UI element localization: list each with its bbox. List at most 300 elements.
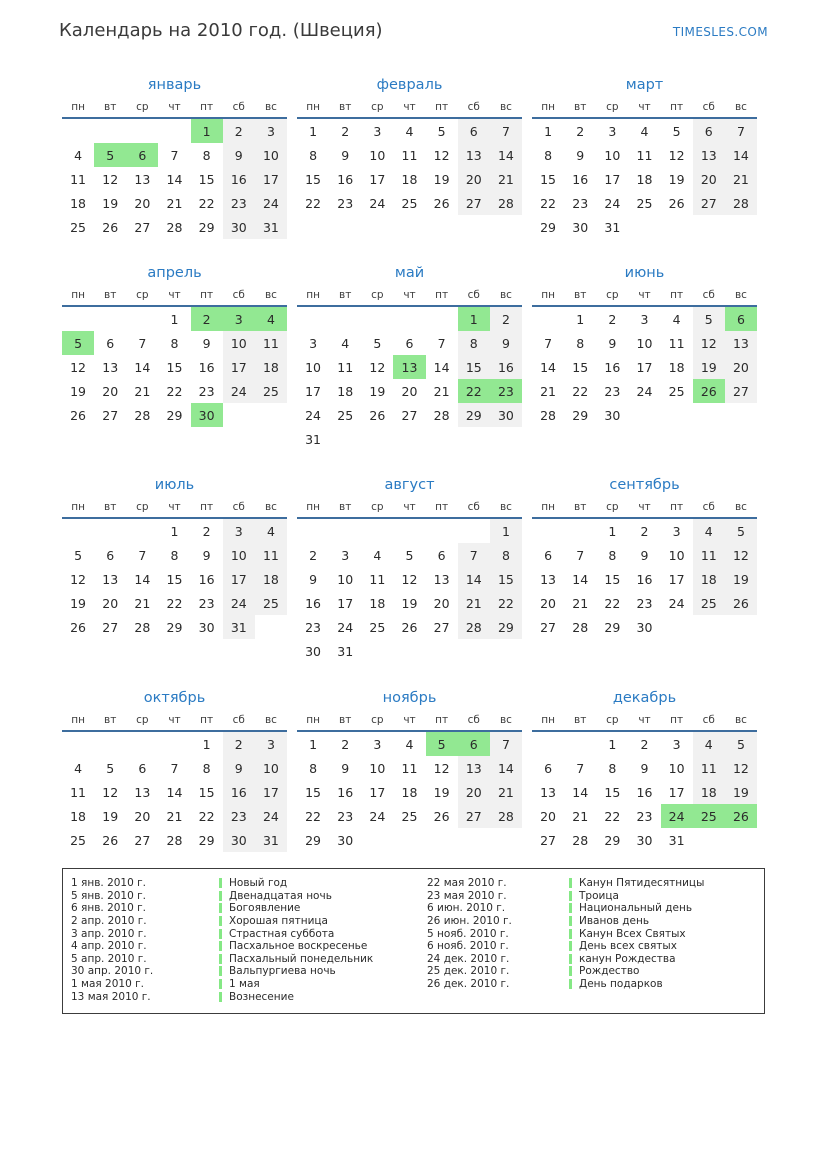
day-cell: 25	[401, 808, 418, 824]
day-cell: 15	[166, 571, 183, 587]
week-row	[532, 118, 757, 143]
day-cell: 19	[70, 383, 87, 399]
day-cell: 14	[134, 359, 151, 375]
page-title: Календарь на 2010 год. (Швеция)	[59, 20, 383, 41]
day-cell: 12	[102, 171, 119, 187]
weekday-header-row	[532, 97, 757, 118]
weekday-label: чт	[158, 285, 190, 306]
day-cell: 28	[572, 619, 589, 635]
weekday-label: чт	[628, 497, 660, 518]
empty-cell	[426, 828, 458, 852]
week-row	[297, 306, 522, 331]
day-cell: 22	[540, 195, 557, 211]
day-cell: 29	[540, 219, 557, 235]
week-row	[297, 615, 522, 639]
day-cell: 28	[458, 615, 490, 639]
day-cell: 7	[576, 547, 585, 563]
week-row	[297, 191, 522, 215]
empty-cell	[255, 615, 287, 639]
day-cell: 28	[572, 832, 589, 848]
day-cell: 13	[393, 355, 425, 379]
day-cell: 7	[170, 147, 179, 163]
month-title: октябрь	[143, 690, 206, 706]
day-cell: 2	[608, 311, 617, 327]
month-table	[532, 497, 757, 639]
empty-cell	[393, 306, 425, 331]
day-cell: 24	[223, 379, 255, 403]
day-cell: 9	[202, 335, 211, 351]
week-row	[62, 804, 287, 828]
empty-cell	[126, 306, 158, 331]
month-days	[532, 118, 757, 239]
week-row	[532, 403, 757, 427]
day-cell: 20	[725, 355, 757, 379]
day-cell: 16	[223, 780, 255, 804]
day-cell: 8	[608, 760, 617, 776]
day-cell: 10	[369, 147, 386, 163]
weekday-label: сб	[693, 97, 725, 118]
day-cell: 4	[405, 736, 414, 752]
month-title: февраль	[376, 77, 443, 93]
day-cell: 13	[540, 784, 557, 800]
day-cell: 21	[134, 383, 151, 399]
weekday-header-row	[62, 285, 287, 306]
week-row	[62, 780, 287, 804]
legend-date: 13 мая 2010 г.	[71, 990, 151, 1003]
day-cell: 21	[490, 167, 522, 191]
day-cell: 22	[198, 808, 215, 824]
month-days	[62, 118, 287, 239]
empty-cell	[158, 118, 190, 143]
day-cell: 11	[255, 331, 287, 355]
empty-cell	[126, 118, 158, 143]
day-cell: 5	[725, 731, 757, 756]
weekday-header-row	[297, 710, 522, 731]
empty-cell	[458, 828, 490, 852]
day-cell: 20	[433, 595, 450, 611]
day-cell: 23	[223, 191, 255, 215]
day-cell: 16	[604, 359, 621, 375]
day-cell: 8	[576, 335, 585, 351]
day-cell: 19	[369, 383, 386, 399]
month-block	[297, 75, 522, 263]
day-cell: 13	[693, 143, 725, 167]
weekday-header-row	[532, 497, 757, 518]
weekday-label: вт	[329, 497, 361, 518]
day-cell: 17	[369, 171, 386, 187]
day-cell: 12	[668, 147, 685, 163]
day-cell: 28	[433, 407, 450, 423]
weekday-label: пн	[297, 710, 329, 731]
week-row	[62, 355, 287, 379]
day-cell: 7	[458, 543, 490, 567]
legend-holiday-name: Пасхальный понедельник	[219, 953, 373, 965]
day-cell: 12	[102, 784, 119, 800]
weekday-label: пт	[191, 97, 223, 118]
weekday-label: пт	[661, 97, 693, 118]
day-cell: 26	[369, 407, 386, 423]
day-cell: 11	[636, 147, 653, 163]
month-table	[297, 285, 522, 451]
weekday-label: ср	[361, 497, 393, 518]
day-cell: 20	[134, 195, 151, 211]
day-cell: 19	[70, 595, 87, 611]
day-cell: 9	[223, 756, 255, 780]
day-cell: 25	[255, 379, 287, 403]
week-row	[62, 118, 287, 143]
day-cell: 22	[305, 195, 322, 211]
weekday-label: ср	[126, 497, 158, 518]
week-row	[62, 379, 287, 403]
weekday-label: вс	[725, 497, 757, 518]
legend-row	[71, 890, 427, 903]
day-cell: 23	[337, 195, 354, 211]
day-cell: 1	[202, 736, 211, 752]
legend-date: 23 мая 2010 г.	[427, 889, 507, 902]
day-cell: 9	[640, 547, 649, 563]
legend-row	[427, 877, 756, 890]
empty-cell	[693, 828, 725, 852]
day-cell: 1	[608, 736, 617, 752]
weekday-header-row	[297, 497, 522, 518]
weekday-label: пн	[532, 285, 564, 306]
day-cell: 23	[337, 808, 354, 824]
day-cell: 26	[668, 195, 685, 211]
month-table	[62, 497, 287, 639]
day-cell: 29	[305, 832, 322, 848]
week-row	[62, 403, 287, 427]
legend-holiday-name: Хорошая пятница	[219, 915, 328, 927]
weekday-label: вт	[564, 97, 596, 118]
day-cell: 17	[305, 383, 322, 399]
day-cell: 16	[337, 784, 354, 800]
holiday-legend	[62, 868, 765, 1014]
legend-row	[71, 940, 427, 953]
day-cell: 24	[668, 595, 685, 611]
weekday-header-row	[62, 97, 287, 118]
weekday-label: сб	[458, 710, 490, 731]
day-cell: 5	[672, 123, 681, 139]
legend-row	[71, 927, 427, 940]
day-cell: 4	[693, 518, 725, 543]
holiday-marker-bar	[569, 878, 572, 888]
empty-cell	[393, 828, 425, 852]
day-cell: 27	[458, 804, 490, 828]
day-cell: 30	[305, 643, 322, 659]
holiday-marker-bar	[569, 916, 572, 926]
day-cell: 8	[170, 335, 179, 351]
day-cell: 31	[604, 219, 621, 235]
empty-cell	[693, 215, 725, 239]
empty-cell	[94, 731, 126, 756]
day-cell: 9	[608, 335, 617, 351]
day-cell: 25	[70, 832, 87, 848]
day-cell: 27	[540, 832, 557, 848]
day-cell: 11	[337, 359, 354, 375]
day-cell: 15	[166, 359, 183, 375]
day-cell: 23	[198, 595, 215, 611]
day-cell: 14	[134, 571, 151, 587]
day-cell: 16	[572, 171, 589, 187]
month-block	[62, 75, 287, 263]
day-cell: 31	[255, 215, 287, 239]
day-cell: 8	[309, 147, 318, 163]
month-table	[62, 710, 287, 852]
day-cell: 18	[668, 359, 685, 375]
weekday-label: пн	[62, 285, 94, 306]
empty-cell	[725, 403, 757, 427]
empty-cell	[426, 306, 458, 331]
day-cell: 28	[725, 191, 757, 215]
empty-cell	[725, 215, 757, 239]
weekday-label: вс	[725, 710, 757, 731]
day-cell: 21	[572, 595, 589, 611]
empty-cell	[361, 639, 393, 663]
day-cell: 23	[636, 808, 653, 824]
day-cell: 24	[636, 383, 653, 399]
weekday-label: сб	[458, 285, 490, 306]
weekday-label: пн	[62, 710, 94, 731]
day-cell: 21	[572, 808, 589, 824]
week-row	[62, 756, 287, 780]
holiday-marker-bar	[219, 954, 222, 964]
week-row	[532, 215, 757, 239]
empty-cell	[62, 518, 94, 543]
day-cell: 3	[373, 123, 382, 139]
weekday-header-row	[297, 97, 522, 118]
legend-row	[427, 890, 756, 903]
weekday-label: пн	[297, 97, 329, 118]
day-cell: 29	[604, 832, 621, 848]
month-days	[62, 731, 287, 852]
day-cell: 10	[223, 331, 255, 355]
day-cell: 21	[725, 167, 757, 191]
day-cell: 20	[458, 167, 490, 191]
day-cell: 15	[490, 567, 522, 591]
week-row	[297, 828, 522, 852]
day-cell: 20	[102, 595, 119, 611]
weekday-header-row	[532, 285, 757, 306]
legend-date: 2 апр. 2010 г.	[71, 915, 147, 928]
day-cell: 15	[458, 355, 490, 379]
day-cell: 24	[223, 591, 255, 615]
holiday-marker-bar	[219, 979, 222, 989]
weekday-label: пт	[426, 285, 458, 306]
week-row	[532, 306, 757, 331]
day-cell: 15	[305, 784, 322, 800]
legend-row	[427, 915, 756, 928]
legend-holiday-name: Троица	[569, 890, 619, 902]
day-cell: 6	[544, 760, 553, 776]
week-row	[532, 191, 757, 215]
day-cell: 11	[668, 335, 685, 351]
month-days	[62, 518, 287, 639]
day-cell: 17	[223, 567, 255, 591]
month-title: сентябрь	[609, 477, 680, 493]
day-cell: 30	[337, 832, 354, 848]
day-cell: 6	[405, 335, 414, 351]
month-table	[62, 97, 287, 239]
legend-holiday-name: Рождество	[569, 965, 639, 977]
legend-holiday-name: Страстная суббота	[219, 928, 334, 940]
day-cell: 31	[337, 643, 354, 659]
week-row	[297, 403, 522, 427]
legend-date: 26 дек. 2010 г.	[427, 978, 510, 991]
holiday-marker-bar	[219, 966, 222, 976]
legend-holiday-name: День всех святых	[569, 940, 677, 952]
weekday-label: вс	[490, 497, 522, 518]
day-cell: 12	[369, 359, 386, 375]
weekday-label: вт	[564, 285, 596, 306]
weekday-label: сб	[693, 497, 725, 518]
day-cell: 3	[373, 736, 382, 752]
day-cell: 7	[544, 335, 553, 351]
empty-cell	[329, 306, 361, 331]
day-cell: 18	[693, 567, 725, 591]
legend-date: 24 дек. 2010 г.	[427, 952, 510, 965]
day-cell: 30	[223, 828, 255, 852]
legend-row	[71, 902, 427, 915]
day-cell: 7	[437, 335, 446, 351]
day-cell: 25	[369, 619, 386, 635]
site-link[interactable]: TIMESLES.COM	[672, 25, 768, 39]
weekday-label: чт	[393, 710, 425, 731]
day-cell: 13	[433, 571, 450, 587]
month-table	[532, 285, 757, 427]
legend-row	[427, 927, 756, 940]
day-cell: 12	[70, 359, 87, 375]
day-cell: 5	[405, 547, 414, 563]
week-row	[532, 756, 757, 780]
weekday-label: сб	[458, 497, 490, 518]
weekday-header-row	[62, 497, 287, 518]
day-cell: 22	[166, 383, 183, 399]
day-cell: 6	[126, 143, 158, 167]
week-row	[297, 427, 522, 451]
day-cell: 23	[572, 195, 589, 211]
empty-cell	[532, 518, 564, 543]
weekday-label: пт	[426, 497, 458, 518]
weekday-label: пн	[297, 285, 329, 306]
day-cell: 14	[490, 143, 522, 167]
day-cell: 3	[640, 311, 649, 327]
weekday-header-row	[297, 285, 522, 306]
day-cell: 26	[401, 619, 418, 635]
day-cell: 7	[725, 118, 757, 143]
day-cell: 5	[62, 331, 94, 355]
day-cell: 20	[401, 383, 418, 399]
empty-cell	[693, 615, 725, 639]
day-cell: 26	[725, 591, 757, 615]
week-row	[532, 167, 757, 191]
day-cell: 16	[305, 595, 322, 611]
month-table	[297, 97, 522, 215]
day-cell: 14	[458, 567, 490, 591]
weekday-label: чт	[393, 285, 425, 306]
week-row	[532, 518, 757, 543]
day-cell: 2	[309, 547, 318, 563]
day-cell: 9	[223, 143, 255, 167]
day-cell: 20	[134, 808, 151, 824]
day-cell: 2	[640, 736, 649, 752]
weekday-label: ср	[126, 97, 158, 118]
holiday-marker-bar	[569, 941, 572, 951]
day-cell: 14	[433, 359, 450, 375]
weekday-label: чт	[158, 97, 190, 118]
day-cell: 30	[198, 619, 215, 635]
legend-column-right	[427, 877, 756, 1003]
day-cell: 14	[166, 784, 183, 800]
week-row	[532, 828, 757, 852]
month-block	[532, 475, 757, 688]
day-cell: 14	[572, 784, 589, 800]
legend-date: 5 апр. 2010 г.	[71, 952, 147, 965]
weekday-label: ср	[126, 285, 158, 306]
week-row	[297, 379, 522, 403]
day-cell: 14	[540, 359, 557, 375]
day-cell: 29	[198, 219, 215, 235]
weekday-label: чт	[628, 285, 660, 306]
day-cell: 11	[693, 756, 725, 780]
week-row	[532, 591, 757, 615]
day-cell: 29	[166, 619, 183, 635]
day-cell: 3	[672, 523, 681, 539]
holiday-marker-bar	[569, 966, 572, 976]
legend-date: 26 июн. 2010 г.	[427, 915, 512, 928]
holiday-marker-bar	[219, 941, 222, 951]
month-days	[532, 306, 757, 427]
legend-holiday-name: 1 мая	[219, 978, 260, 990]
legend-holiday-name: Иванов день	[569, 915, 649, 927]
weekday-label: ср	[596, 710, 628, 731]
day-cell: 11	[369, 571, 386, 587]
day-cell: 7	[170, 760, 179, 776]
day-cell: 4	[255, 306, 287, 331]
day-cell: 26	[70, 619, 87, 635]
day-cell: 26	[433, 195, 450, 211]
day-cell: 31	[255, 828, 287, 852]
day-cell: 28	[166, 832, 183, 848]
day-cell: 27	[693, 191, 725, 215]
day-cell: 9	[576, 147, 585, 163]
empty-cell	[329, 518, 361, 543]
day-cell: 24	[369, 808, 386, 824]
day-cell: 18	[636, 171, 653, 187]
legend-holiday-name: Пасхальное воскресенье	[219, 940, 367, 952]
empty-cell	[564, 518, 596, 543]
month-block	[62, 263, 287, 475]
day-cell: 26	[102, 219, 119, 235]
day-cell: 4	[74, 760, 83, 776]
day-cell: 29	[458, 403, 490, 427]
day-cell: 31	[223, 615, 255, 639]
legend-row	[71, 915, 427, 928]
day-cell: 19	[401, 595, 418, 611]
empty-cell	[94, 306, 126, 331]
month-block	[532, 263, 757, 475]
day-cell: 9	[202, 547, 211, 563]
day-cell: 8	[608, 547, 617, 563]
day-cell: 19	[668, 171, 685, 187]
day-cell: 12	[433, 760, 450, 776]
day-cell: 25	[668, 383, 685, 399]
month-block	[532, 688, 757, 852]
day-cell: 8	[170, 547, 179, 563]
month-table	[532, 97, 757, 239]
day-cell: 5	[725, 518, 757, 543]
day-cell: 18	[693, 780, 725, 804]
day-cell: 31	[305, 431, 322, 447]
